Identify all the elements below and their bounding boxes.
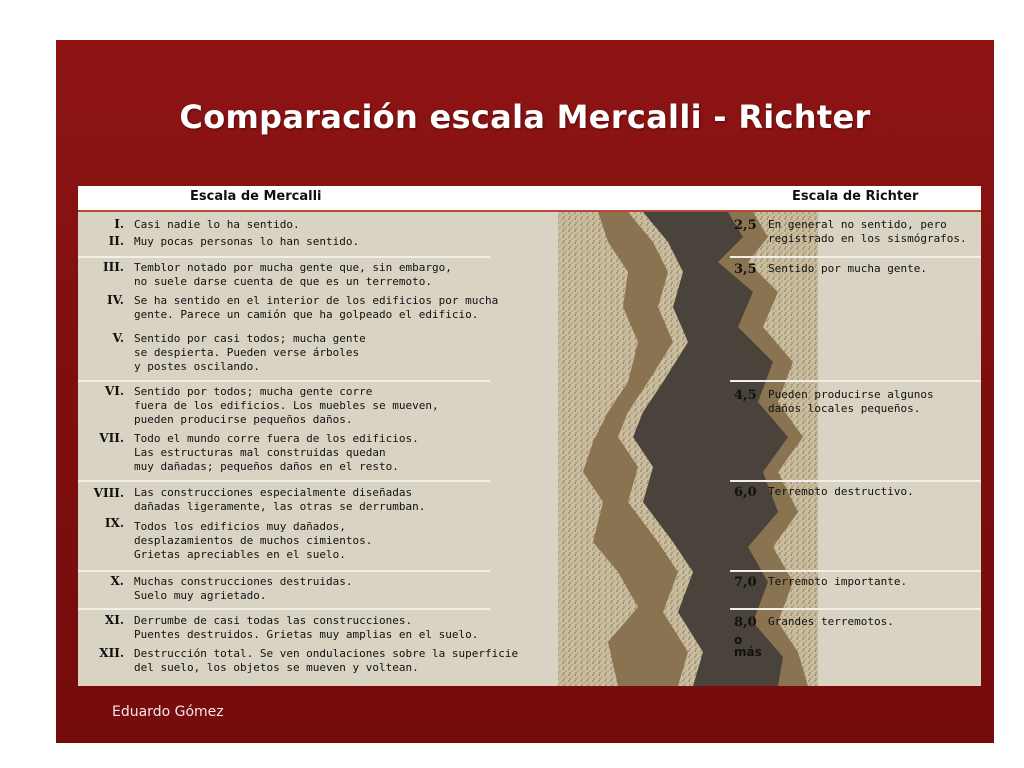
author-credit: Eduardo Gómez	[112, 704, 224, 720]
richter-magnitude: 3,5	[734, 262, 757, 277]
slide-title: Comparación escala Mercalli - Richter	[179, 98, 871, 136]
richter-description: Terremoto importante.	[768, 575, 908, 588]
row-divider	[730, 256, 981, 258]
mercalli-description: Muy pocas personas lo han sentido.	[134, 235, 360, 248]
richter-description: En general no sentido, pero registrado en los sismógrafos.	[768, 218, 967, 245]
richter-row	[730, 260, 981, 300]
row-divider	[78, 380, 490, 382]
mercalli-description: Muchas construcciones destruidas. Suelo muy agrietado.	[134, 575, 353, 602]
richter-description: Terremoto destructivo.	[768, 485, 914, 498]
richter-magnitude: 2,5	[734, 218, 757, 233]
mercalli-grade: III.	[102, 260, 124, 274]
row-divider	[730, 480, 981, 482]
row-divider	[78, 256, 490, 258]
comparison-figure	[78, 186, 981, 686]
mercalli-description: Sentido por casi todos; mucha gente se despierta. Pueden verse árboles y postes oscilando.	[134, 332, 366, 373]
mercalli-description: Temblor notado por mucha gente que, sin embargo, no suele darse cuenta de que es un terremoto.	[134, 261, 452, 288]
row-divider	[730, 380, 981, 382]
richter-row	[730, 386, 981, 426]
richter-row	[730, 614, 981, 674]
mercalli-header: Escala de Mercalli	[190, 189, 322, 204]
richter-row	[730, 216, 981, 256]
mercalli-grade: IV.	[106, 293, 124, 307]
richter-magnitude: 8,0	[734, 615, 757, 630]
mercalli-grade: V.	[112, 331, 124, 345]
richter-description: Sentido por mucha gente.	[768, 262, 927, 275]
mercalli-description: Todos los edificios muy dañados, desplazamientos de muchos cimientos. Grietas apreciables en el suelo.	[134, 520, 373, 561]
mercalli-description: Las construcciones especialmente diseñadas dañadas ligeramente, las otras se derrumban.	[134, 486, 426, 513]
mercalli-description: Derrumbe de casi todas las construcciones. Puentes destruidos. Grietas muy amplias en el suelo.	[134, 614, 479, 641]
mercalli-grade: VIII.	[93, 486, 124, 500]
row-divider	[730, 608, 981, 610]
richter-magnitude-suffix: o más	[734, 633, 762, 659]
mercalli-grade: XII.	[99, 646, 124, 660]
table-header	[78, 186, 981, 212]
mercalli-grade: I.	[114, 217, 124, 231]
mercalli-grade: X.	[110, 574, 124, 588]
row-divider	[78, 480, 490, 482]
mercalli-description: Sentido por todos; mucha gente corre fuera de los edificios. Los muebles se mueven, pueden producirse pequeños daños.	[134, 385, 439, 426]
mercalli-grade: IX.	[104, 516, 124, 530]
mercalli-grade: VII.	[99, 431, 124, 445]
richter-magnitude: 4,5	[734, 388, 757, 403]
richter-header: Escala de Richter	[792, 189, 919, 204]
mercalli-grade: XI.	[104, 613, 124, 627]
richter-magnitude: 7,0	[734, 575, 757, 590]
mercalli-description: Se ha sentido en el interior de los edificios por mucha gente. Parece un camión que ha golpeado el edificio.	[134, 294, 499, 321]
richter-description: Pueden producirse algunos daños locales pequeños.	[768, 388, 934, 415]
mercalli-grade: VI.	[104, 384, 124, 398]
row-divider	[730, 570, 981, 572]
richter-magnitude: 6,0	[734, 485, 757, 500]
richter-description: Grandes terremotos.	[768, 615, 894, 628]
row-divider	[78, 608, 490, 610]
mercalli-grade: II.	[108, 234, 124, 248]
richter-row	[730, 574, 981, 604]
richter-row	[730, 484, 981, 524]
mercalli-description: Casi nadie lo ha sentido.	[134, 218, 300, 231]
mercalli-description: Destrucción total. Se ven ondulaciones sobre la superficie del suelo, los objetos se mueven y voltean.	[134, 647, 519, 674]
mercalli-description: Todo el mundo corre fuera de los edificios. Las estructuras mal construidas quedan muy dañadas; pequeños daños en el resto.	[134, 432, 419, 473]
row-divider	[78, 570, 490, 572]
